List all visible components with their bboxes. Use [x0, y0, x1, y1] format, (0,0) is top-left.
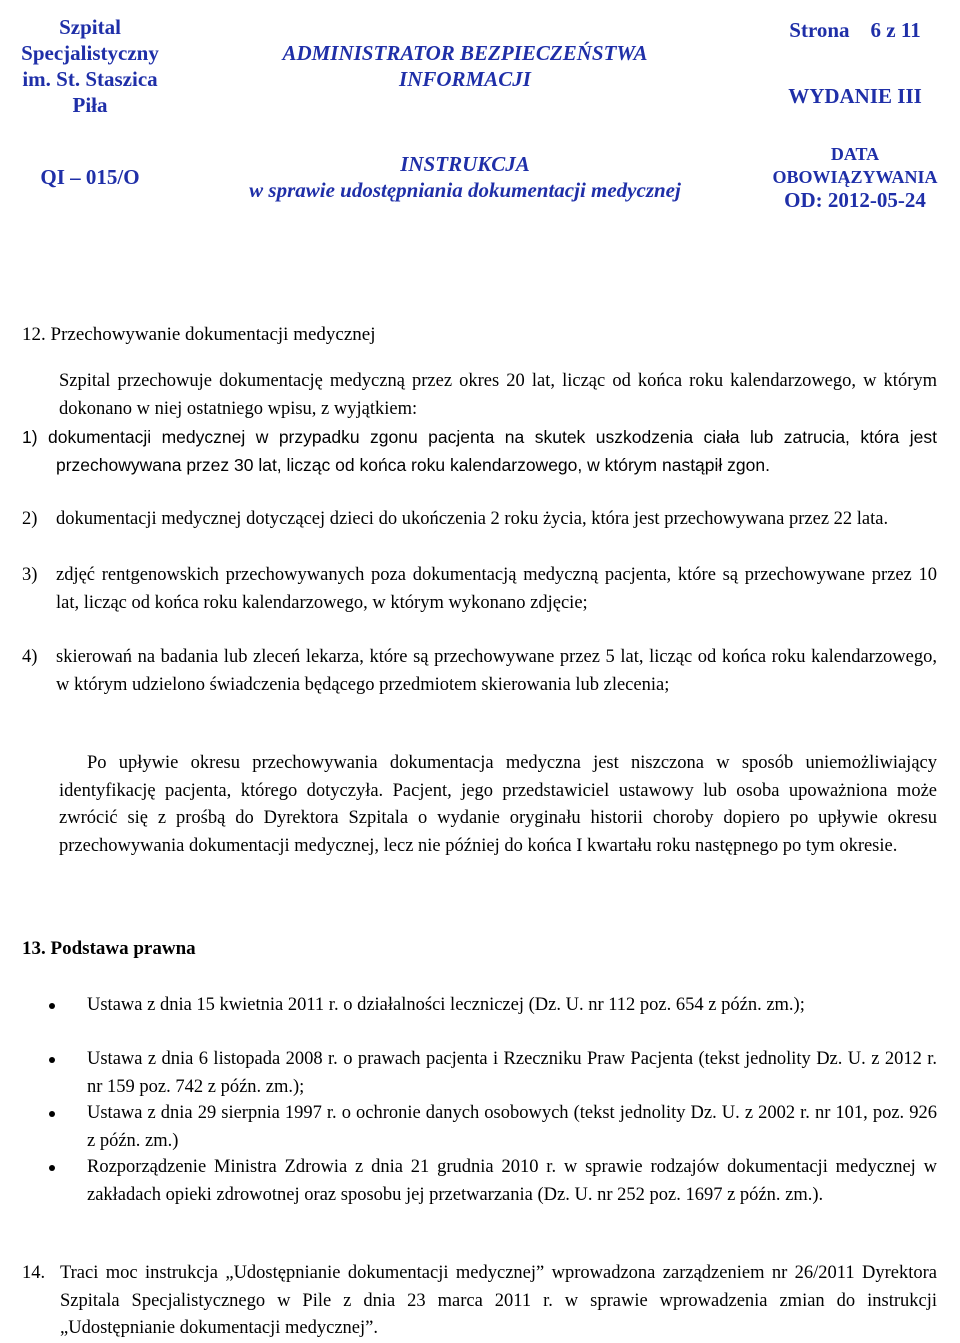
bullet-icon: [49, 1111, 55, 1117]
list-item: [87, 1046, 937, 1101]
bullet-icon: [49, 1057, 55, 1063]
list-item-text-1: dokumentacji medycznej w przypadku zgonu pacjenta na skutek uszkodzenia ciała lub zatrucia, która jest przechowywana przez 30 lat, licząc od końca roku kalendarzowego, w którym nastąpił zgon.: [48, 427, 937, 475]
page-number-text: Strona 6 z 11: [789, 18, 921, 42]
list-item-text-3: zdjęć rentgenowskich przechowywanych poza dokumentacją medyczną pacjenta, które są przechowywane przez 10 lat, licząc od końca roku kalendarzowego, w którym wykonano zdjęcie;: [56, 565, 937, 613]
list-item: [87, 1100, 937, 1155]
bullet-text-4: Rozporządzenie Ministra Zdrowia z dnia 21 grudnia 2010 r. w sprawie rodzajów dokumentacji medycznej w zakładach opieki zdrowotnej oraz sposobu jej przetwarzania (Dz. U. nr 252 poz. 1697 z późn. zm.).: [87, 1157, 937, 1205]
title-line-2: INFORMACJI: [399, 67, 531, 91]
document-code-text: QI – 015/O: [40, 165, 140, 189]
list-item-number: 4): [22, 647, 38, 667]
bullet-text-2: Ustawa z dnia 6 listopada 2008 r. o prawach pacjenta i Rzeczniku Praw Pacjenta (tekst jednolity Dz. U. z 2012 r. nr 159 poz. 742 z późn. zm.);: [87, 1049, 937, 1097]
date-line-2: OBOWIĄZYWANIA: [772, 166, 938, 187]
section-12-closing: Po upływie okresu przechowywania dokumentacja medyczna jest niszczona w sposób uniemożliwiający identyfikację pacjenta, którego dotyczyła. Pacjent, jego przedstawiciel ustawowy lub osoba upoważniona może zwrócić się z prośbą do Dyrektora Szpitala o wydanie oryginału historii choroby dopiero po upływie okresu przechowywania dokumentacji medycznej, lecz nie później do końca I kwartału roku następnego po tym okresie.: [59, 753, 937, 856]
section-14-body: Traci moc instrukcja „Udostępnianie dokumentacji medycznej” wprowadzona zarządzeniem nr 26/2011 Dyrektora Szpitala Specjalistycznego w Pile z dnia 23 marca 2011 r. w sprawie wprowadzenia zmian do instrukcji „Udostępnianie dokumentacji medycznej”.: [60, 1263, 937, 1338]
bullet-icon: [49, 1003, 55, 1009]
document-owner-title: [180, 0, 750, 132]
org-line-4: Piła: [72, 93, 108, 117]
section-13-number: 13.: [22, 938, 46, 959]
list-item: [87, 992, 937, 1020]
list-item-text: [22, 506, 937, 534]
page-number: [750, 0, 960, 60]
section-12-intro: Szpital przechowuje dokumentację medyczną przez okres 20 lat, licząc od końca roku kalendarzowego, w którym dokonano w niej ostatniego wpisu, z wyjątkiem:: [59, 371, 937, 419]
list-item-number: 1): [22, 427, 38, 447]
org-line-2: Specjalistyczny: [21, 41, 159, 65]
list-item-text: [22, 562, 937, 617]
section-14-text: [22, 1260, 937, 1343]
list-item-text-2: dokumentacji medycznej dotyczącej dzieci do ukończenia 2 roku życia, która jest przechowywana przez 22 lata.: [56, 509, 889, 529]
list-item-text: [22, 424, 937, 479]
list-item: [87, 1154, 937, 1209]
edition-text: WYDANIE III: [788, 84, 922, 108]
title-line-1: ADMINISTRATOR BEZPIECZEŃSTWA: [282, 41, 648, 65]
section-14-number: 14.: [22, 1263, 46, 1283]
list-item-number: 2): [22, 509, 38, 529]
document-title: [180, 132, 750, 222]
bullet-icon: [49, 1165, 55, 1171]
edition: [750, 60, 960, 132]
section-13-title: Podstawa prawna: [50, 938, 196, 959]
section-12-heading: 12. Przechowywanie dokumentacji medycznej: [22, 324, 376, 345]
bullet-text-3: Ustawa z dnia 29 sierpnia 1997 r. o ochronie danych osobowych (tekst jednolity Dz. U. z 2002 r. nr 101, poz. 926 z późn. zm.): [87, 1103, 937, 1151]
effective-date: [750, 132, 960, 222]
date-line-3: OD: 2012-05-24: [784, 187, 926, 212]
instruction-line-1: INSTRUKCJA: [400, 152, 530, 176]
org-line-1: Szpital: [59, 15, 121, 39]
instruction-line-2: w sprawie udostępniania dokumentacji medycznej: [249, 178, 681, 202]
document-code: [0, 132, 180, 222]
document-header: [0, 0, 960, 232]
hospital-name: [0, 0, 180, 132]
date-line-1: DATA: [830, 143, 880, 164]
org-line-3: im. St. Staszica: [22, 67, 158, 91]
bullet-text-1: Ustawa z dnia 15 kwietnia 2011 r. o działalności leczniczej (Dz. U. nr 112 poz. 654 z późn. zm.);: [87, 995, 805, 1015]
list-item-number: 3): [22, 565, 38, 585]
list-item-text: [22, 644, 937, 699]
list-item-text-4: skierowań na badania lub zleceń lekarza, które są przechowywane przez 5 lat, licząc od końca roku kalendarzowego, w którym udzielono świadczenia będącego przedmiotem skierowania lub zlecenia;: [56, 647, 937, 695]
section-13-heading: [22, 938, 196, 960]
